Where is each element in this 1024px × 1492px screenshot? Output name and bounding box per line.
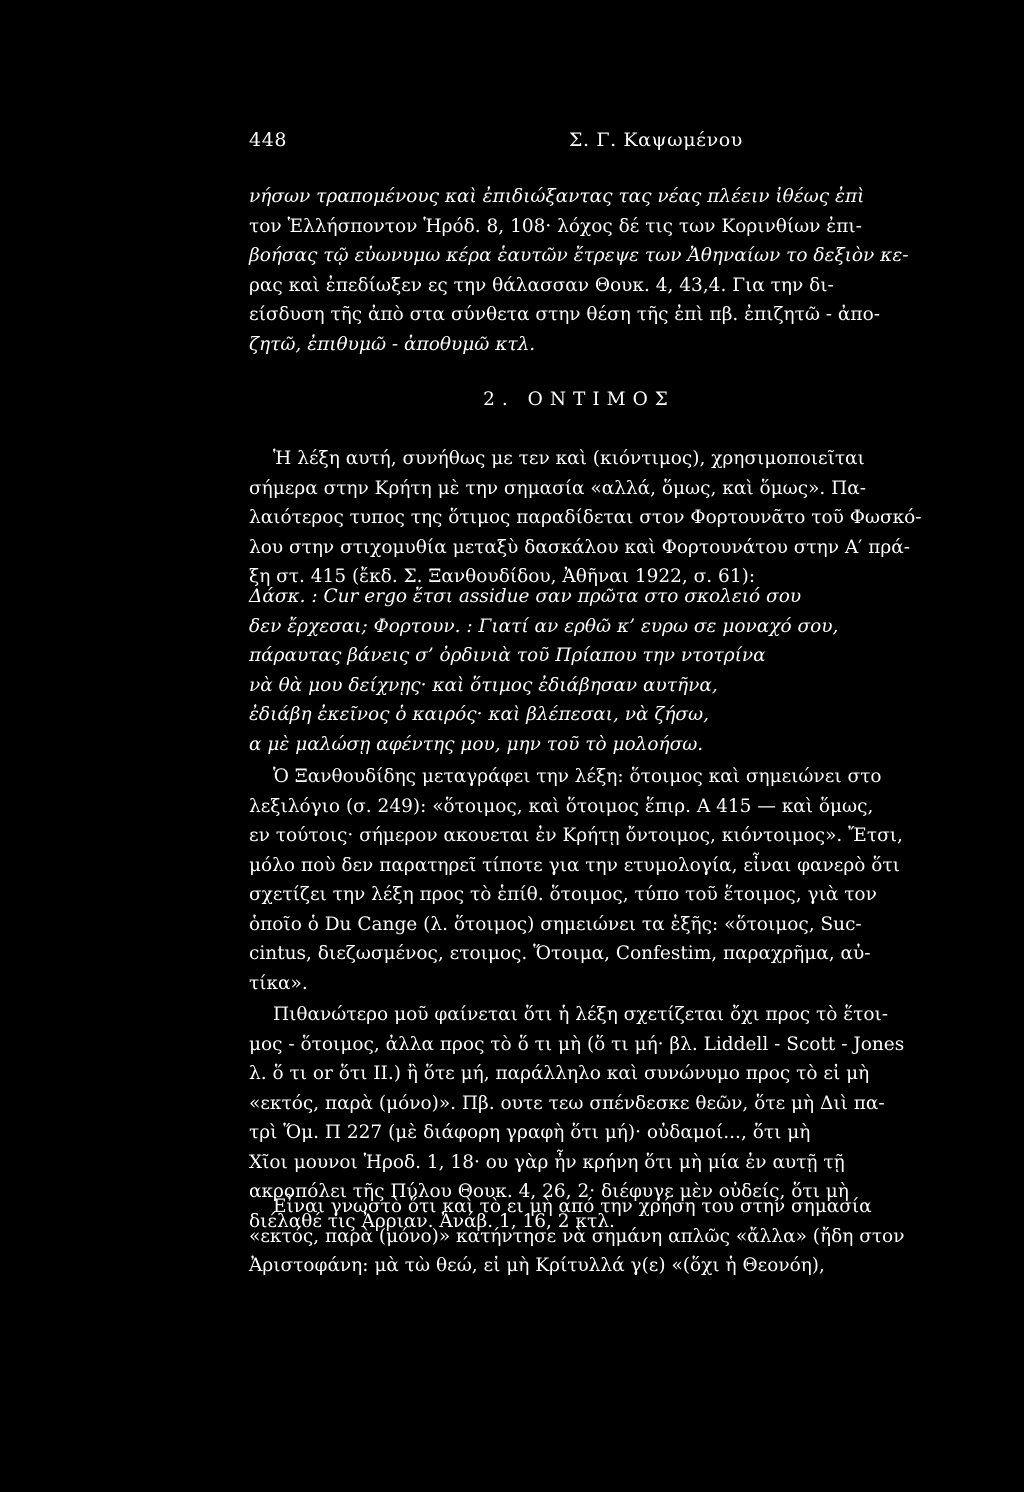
text-line: τον Ἑλλήσποντον Ἡρόδ. 8, 108· λόχος δέ τις των Κορινθίων ἐπι- [249, 215, 862, 237]
text-line: είσδυση τῆς ἀπὸ στα σύνθετα στην θέση τῆς ἐπὶ πβ. ἐπιζητῶ - ἀπο- [249, 304, 880, 325]
text-line: βοήσας τῷ εὐωνυμω κέρα ἑαυτῶν ἔτρεψε των Ἀθηναίων το δεξιὸν κε- [249, 245, 909, 266]
page-number: 448 [249, 129, 288, 151]
paragraph-intro [249, 444, 922, 592]
text-line: εν τούτοις· σήμερον ακουεται ἐν Κρήτῃ ὄντοιμος, κιόντοιμος». Ἔτσι, [249, 825, 903, 846]
text-line: ξη στ. 415 (ἔκδ. Σ. Ξανθουδίδου, Ἀθῆναι 1922, σ. 61): [249, 566, 756, 587]
verse-line: ἐδιάβη ἐκεῖνος ὁ καιρός· καὶ βλέπεσαι, νὰ ζήσω, [249, 704, 710, 725]
text-line: μόλο ποὺ δεν παρατηρεῖ τίποτε για την ετυμολογία, εἶναι φανερὸ ὅτι [249, 854, 900, 876]
text-line: «εκτός, παρὰ (μόνο)» κατήντησε νὰ σημάνη απλῶς «ἄλλα» (ἤδη στον [249, 1225, 905, 1247]
verse-quotation [249, 582, 909, 759]
text-line: λου στην στιχομυθία μεταξὺ δασκάλου καὶ Φορτουνάτου στην Α′ πρά- [249, 536, 911, 558]
running-header [249, 126, 769, 156]
verse-line: α μὲ μαλώσῃ αφέντης μου, μην τοῦ τὸ μολοήσω. [249, 733, 704, 755]
text-line: ὁποῖο ὁ Du Cange (λ. ὅτοιμος) σημειώνει τα ἑξῆς: «ὅτοιμος, Suc- [249, 913, 862, 935]
text-line: ρας καὶ ἐπεδίωξεν ες την θάλασσαν Θουκ. 4, 43,4. Για την δι- [249, 274, 834, 296]
text-line: Χῖοι μουνοι Ἡροδ. 1, 18· ου γὰρ ἦν κρήνη ὅτι μὴ μία ἐν αυτῇ τῇ [249, 1151, 845, 1173]
text-line: λ. ὅ τι or ὅτι II.) ἢ ὅτε μή, παράλληλο καὶ συνώνυμο προς τὸ εἰ μὴ [249, 1063, 870, 1084]
text-line: τίκα». [249, 972, 308, 994]
text-line: cintus, διεζωσμένος, ετοιμος. Ὅτοιμα, Confestim, παραχρῆμα, αὐ- [249, 943, 871, 964]
text-line: διέλαθέ τις Ἀρριαν. Ἀνάβ. 1, 16, 2 κτλ. [249, 1210, 615, 1232]
text-line: λαιότερος τυπος της ὅτιμος παραδίδεται στον Φορτουνᾶτο τοῦ Φωσκό- [249, 507, 922, 528]
text-line: Ἡ λέξη αυτή, συνήθως με τεν καὶ (κιόντιμος), χρησιμοποιεῖται [273, 448, 865, 469]
text-line: τρὶ Ὅμ. Π 227 (μὲ διάφορη γραφὴ ὅτι μή)· οὐδαμοί..., ὅτι μὴ [249, 1122, 811, 1143]
text-line: Ὁ Ξανθουδίδης μεταγράφει την λέξη: ὅτοιμος καὶ σημειώνει στο [273, 766, 882, 787]
text-line: ακροπόλει τῆς Πύλου Θουκ. 4, 26, 2· διέφυγε μὲν οὐδείς, ὅτι μὴ [249, 1181, 849, 1202]
paragraph-xanthoudidis [249, 762, 909, 998]
verse-line: πάραυτας βάνεις σ’ ὀρδινιὰ τοῦ Πρίαπου την ντοτρίνα [249, 645, 766, 666]
text-line: ζητῶ, ἐπιθυμῶ - ἀποθυμῶ κτλ. [249, 333, 536, 355]
verse-line: νὰ θὰ μου δείχνῃς· καὶ ὅτιμος ἐδιάβησαν αυτῆνα, [249, 674, 718, 696]
text-line: μος - ὅτοιμος, ἀλλα προς τὸ ὅ τι μὴ (ὅ τι μή· βλ. Liddell - Scott - Jones [249, 1033, 905, 1055]
verse-line: Δάσκ. : Cur ergo ἔτσι assidue σαν πρῶτα στο σκολειό σου [249, 586, 802, 607]
text-line: σήμερα στην Κρήτη μὲ την σημασία «αλλά, ὅμως, καὶ ὅμως». Πα- [249, 477, 867, 499]
text-line: Εἶναι γνωστὸ ὅτι καὶ τὸ ει μὴ από την χρήση του στην σημασία [273, 1196, 872, 1217]
text-line: σχετίζει την λέξη προς τὸ ἑπίθ. ὅτοιμος, τύπο τοῦ ἕτοιμος, γιὰ τον [249, 884, 877, 905]
paragraph-ei-mi [249, 1192, 909, 1281]
verse-line: δεν ἔρχεσαι; Φορτουν. : Γιατί αν ερθῶ κ’ ευρω σε μοναχό σου, [249, 615, 839, 637]
text-line: νήσων τραπομένους καὶ ἐπιδιώξαντας τας νέας πλέειν ἰθέως ἐπὶ [249, 186, 865, 207]
text-line: Ἀριστοφάνη: μὰ τὼ θεώ, εἰ μὴ Κρίτυλλά γ(ε) «(ὅχι ἡ Θεονόη), [249, 1255, 825, 1276]
section-heading: 2. ΟΝΤΙΜΟΣ [483, 389, 675, 410]
text-line: «εκτός, παρὰ (μόνο)». Πβ. ουτε τεω σπένδεσκε θεῶν, ὅτε μὴ Διὶ πα- [249, 1092, 885, 1114]
paragraph-citations [249, 182, 909, 359]
running-title: Σ. Γ. Καψωμένου [569, 129, 743, 151]
text-line: Πιθανώτερο μοῦ φαίνεται ὅτι ἡ λέξη σχετίζεται ὄχι προς τὸ ἕτοι- [273, 1004, 889, 1025]
text-line: λεξιλόγιο (σ. 249): «ὅτοιμος, καὶ ὅτοιμος ἕπιρ. Α 415 — καὶ ὅμως, [249, 795, 874, 817]
